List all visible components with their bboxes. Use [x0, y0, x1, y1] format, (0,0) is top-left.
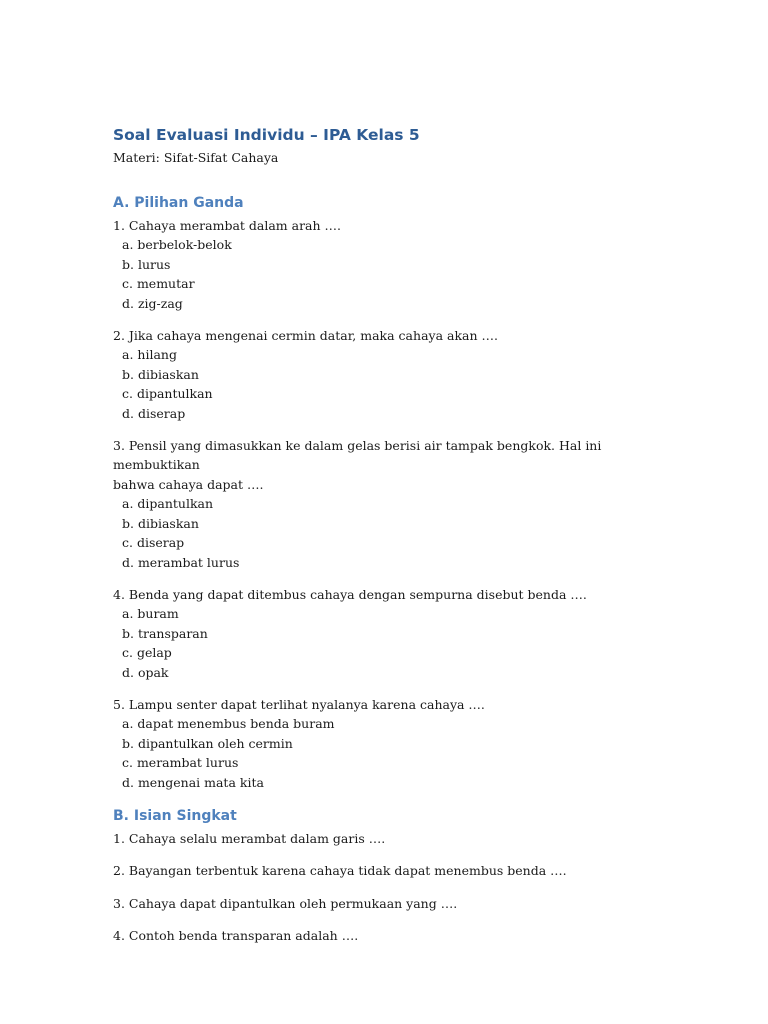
short-question-3: 3. Cahaya dapat dipantulkan oleh permukaan yang …. [113, 895, 458, 911]
option-b: b. lurus [122, 256, 171, 272]
option-d: d. mengenai mata kita [122, 774, 264, 790]
section-a-heading: A. Pilihan Ganda [113, 195, 244, 211]
option-c: c. gelap [122, 645, 172, 661]
short-question-2: 2. Bayangan terbentuk karena cahaya tidak dapat menembus benda …. [113, 863, 567, 879]
question-text-line-2: bahwa cahaya dapat …. [113, 476, 264, 492]
option-d: d. diserap [122, 405, 186, 421]
option-list [113, 345, 673, 423]
option-list [113, 604, 673, 682]
short-question-4: 4. Contoh benda transparan adalah …. [113, 928, 359, 944]
question-text: 2. Jika cahaya mengenai cermin datar, maka cahaya akan …. [113, 328, 498, 344]
mc-question-2 [113, 326, 673, 423]
option-d: d. opak [122, 664, 169, 680]
mc-question-5 [113, 695, 673, 792]
question-text: 4. Benda yang dapat ditembus cahaya dengan sempurna disebut benda …. [113, 586, 587, 602]
option-b: b. dipantulkan oleh cermin [122, 735, 293, 751]
document-title: Soal Evaluasi Individu – IPA Kelas 5 [113, 126, 420, 144]
option-c: c. dipantulkan [122, 386, 213, 402]
section-short-answer [113, 805, 673, 946]
mc-question-1 [113, 216, 673, 313]
question-text-line-1: 3. Pensil yang dimasukkan ke dalam gelas berisi air tampak bengkok. Hal ini membuktikan [113, 438, 602, 473]
option-c: c. memutar [122, 276, 195, 292]
option-a: a. buram [122, 606, 179, 622]
option-c: c. merambat lurus [122, 755, 239, 771]
option-b: b. transparan [122, 625, 208, 641]
option-a: a. dapat menembus benda buram [122, 716, 335, 732]
option-a: a. dipantulkan [122, 496, 214, 512]
option-d: d. zig-zag [122, 295, 183, 311]
document-subtitle: Materi: Sifat-Sifat Cahaya [113, 150, 279, 165]
option-list [113, 714, 673, 792]
question-text: 5. Lampu senter dapat terlihat nyalanya karena cahaya …. [113, 696, 485, 712]
option-list [113, 235, 673, 313]
mc-question-4 [113, 585, 673, 682]
section-b-heading: B. Isian Singkat [113, 807, 237, 824]
option-list [113, 494, 673, 572]
option-b: b. dibiaskan [122, 366, 199, 382]
option-d: d. merambat lurus [122, 554, 240, 570]
question-text: 1. Cahaya merambat dalam arah …. [113, 218, 341, 233]
short-question-1: 1. Cahaya selalu merambat dalam garis …. [113, 830, 386, 846]
option-a: a. hilang [122, 347, 177, 363]
document-body [113, 122, 673, 959]
option-b: b. dibiaskan [122, 515, 199, 531]
mc-question-3 [113, 436, 673, 572]
option-c: c. diserap [122, 535, 185, 551]
option-a: a. berbelok-belok [122, 237, 232, 253]
section-multiple-choice [113, 192, 673, 792]
